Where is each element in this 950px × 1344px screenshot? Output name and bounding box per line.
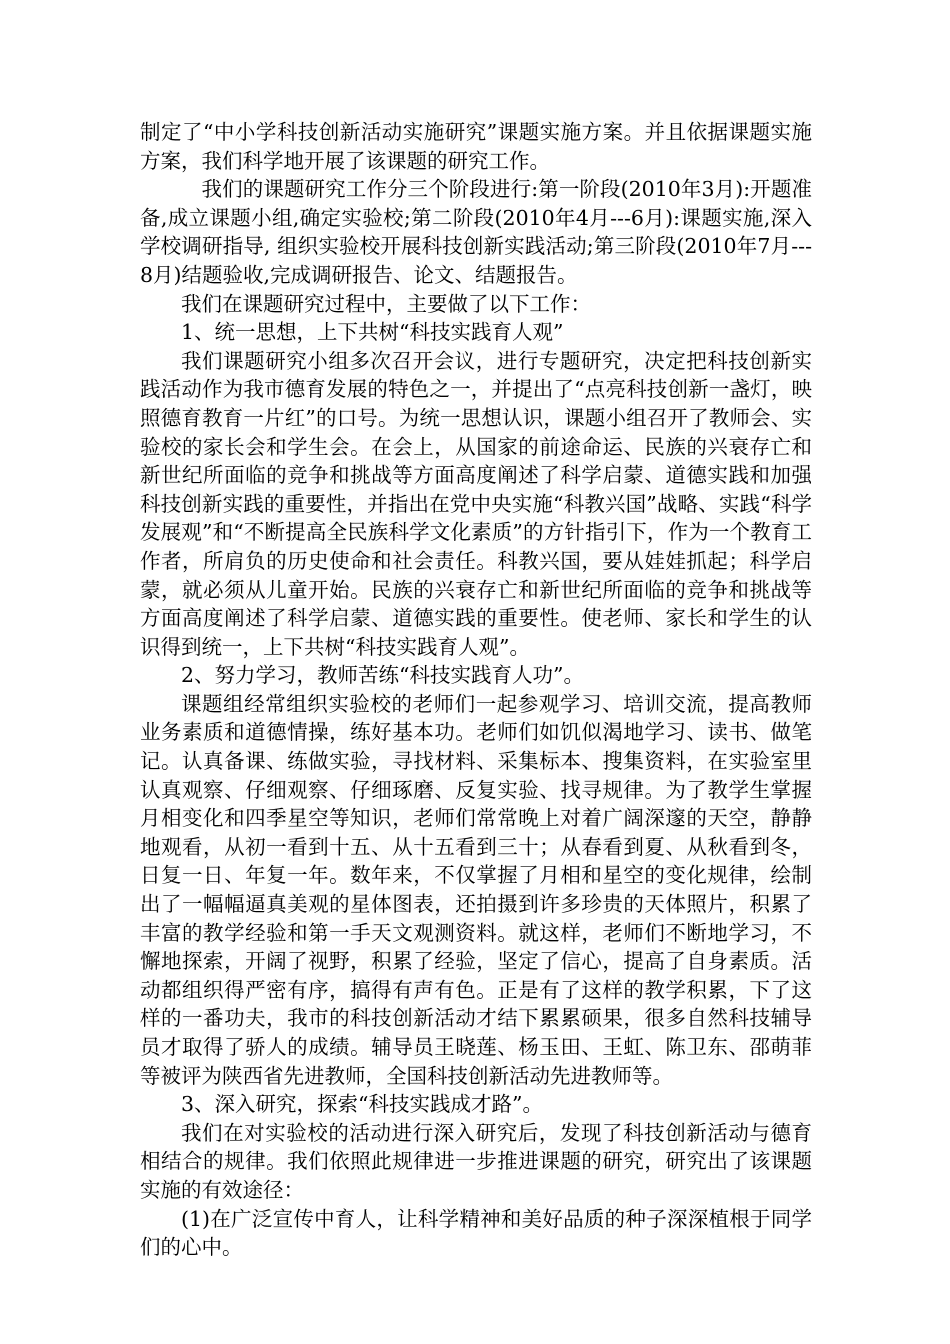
paragraph-work-summary: 我们在课题研究过程中，主要做了以下工作： <box>181 291 591 316</box>
paragraph-section-2: 课题组经常组织实验校的老师们一起参观学习、培训交流，提高教师业务素质和道德情操，练好基本功。老师们如饥似渴地学习、读书、做笔记。认真备课、练做实验，寻找材料、采集标本、搜集资料，在实验室里认真观察、仔细观察、仔细琢磨、反复实验、找寻规律。为了教学生掌握月相变化和四季星空等知识，老师们常常晚上对着广阔深邃的天空，静静地观看，从初一看到十五、从十五看到三十；从春看到夏、从秋看到冬，日复一日、年复一年。数年来，不仅掌握了月相和星空的变化规律，绘制出了一幅幅逼真美观的星体图表，还拍摄到许多珍贵的天体照片，积累了丰富的教学经验和第一手天文观测资料。就这样，老师们不断地学习，不懈地探索，开阔了视野，积累了经验，坚定了信心，提高了自身素质。活动都组织得严密有序，搞得有声有色。正是有了这样的教学积累，下了这样的一番功夫，我市的科技创新活动才结下累累硕果，很多自然科技辅导员才取得了骄人的成绩。辅导员王晓莲、杨玉田、王虹、陈卫东、邵萌菲等被评为陕西省先进教师，全国科技创新活动先进教师等。 <box>140 691 812 1088</box>
paragraph-section-1: 我们课题研究小组多次召开会议，进行专题研究，决定把科技创新实践活动作为我市德育发展的特色之一，并提出了“点亮科技创新一盏灯，映照德育教育一片红”的口号。为统一思想认识，课题小组召开了教师会、实验校的家长会和学生会。在会上，从国家的前途命运、民族的兴衰存亡和新世纪所面临的竞争和挑战等方面高度阐述了科学启蒙、道德实践和加强科技创新实践的重要性，并指出在党中央实施“科教兴国”战略、实践“科学发展观”和“不断提高全民族科学文化素质”的方针指引下，作为一个教育工作者，所肩负的历史使命和社会责任。科教兴国，要从娃娃抓起；科学启蒙，就必须从儿童开始。民族的兴衰存亡和新世纪所面临的竞争和挑战等方面高度阐述了科学启蒙、道德实践的重要性。使老师、家长和学生的认识得到统一，上下共树“科技实践育人观”。 <box>140 348 812 659</box>
paragraph-intro: 制定了“中小学科技创新活动实施研究”课题实施方案。并且依据课题实施方案，我们科学地开展了该课题的研究工作。 <box>140 120 812 173</box>
section-heading-2: 2、努力学习，教师苦练“科技实践育人功”。 <box>181 663 585 688</box>
paragraph-section-3: 我们在对实验校的活动进行深入研究后，发现了科技创新活动与德育相结合的规律。我们依照此规律进一步推进课题的研究，研究出了该课题实施的有效途径： <box>140 1120 812 1202</box>
paragraph-stages: 我们的课题研究工作分三个阶段进行:第一阶段(2010年3月):开题准备,成立课题小组,确定实验校;第二阶段(2010年4月---6月):课题实施,深入学校调研指导, 组织实验校开展科技创新实践活动;第三阶段(2010年7月---8月)结题验收,完成调研报告、论文、结题报告。 <box>140 177 812 287</box>
paragraph-list-item-1: (1)在广泛宣传中育人，让科学精神和美好品质的种子深深植根于同学们的心中。 <box>140 1206 812 1260</box>
section-heading-3: 3、深入研究，探索“科技实践成才路”。 <box>181 1092 544 1117</box>
section-heading-1: 1、统一思想，上下共树“科技实践育人观” <box>181 320 564 345</box>
document-page <box>140 118 812 1262</box>
